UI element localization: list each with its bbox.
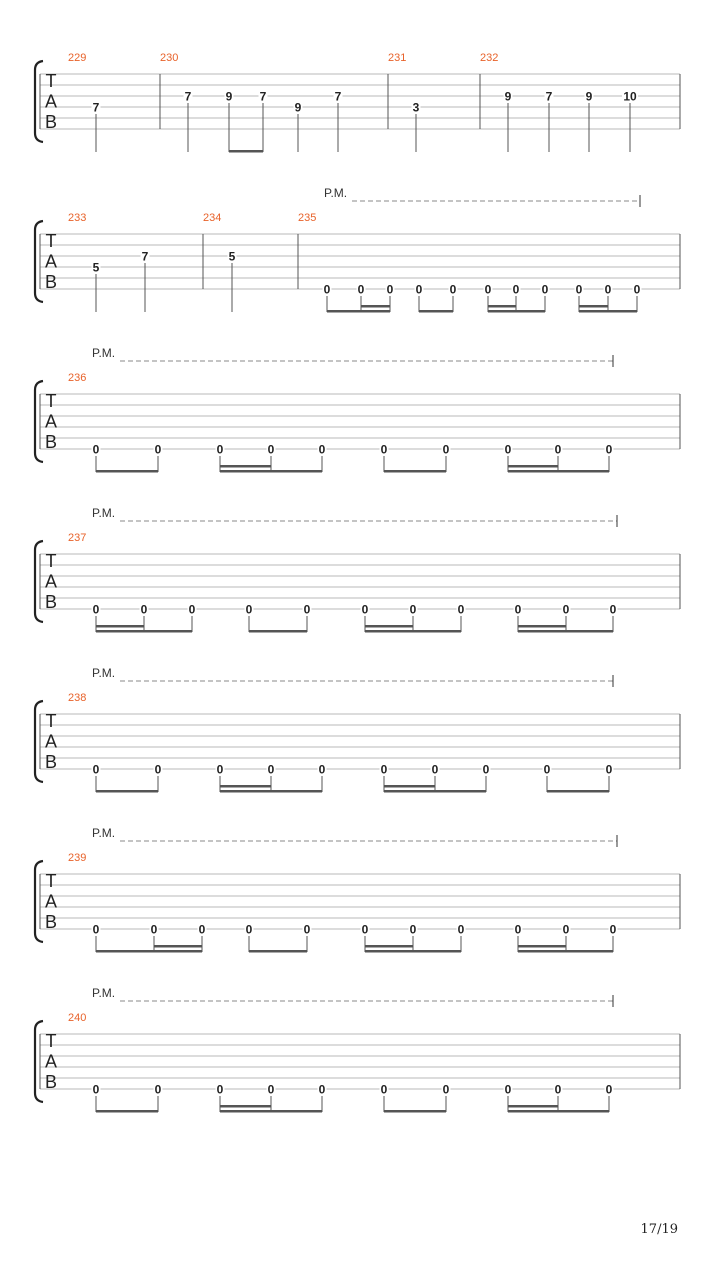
system-bracket [35, 541, 43, 622]
fret-number: 0 [267, 442, 275, 457]
fret-number: 0 [318, 442, 326, 457]
beam-secondary [518, 945, 566, 948]
tab-clef-letter: A [44, 251, 58, 272]
fret-number: 0 [361, 602, 369, 617]
tab-clef-letter: T [45, 1031, 57, 1051]
fret-number: 7 [92, 100, 100, 115]
fret-number: 0 [562, 602, 570, 617]
fret-number: 0 [605, 1082, 613, 1097]
fret-number: 0 [380, 442, 388, 457]
fret-number: 0 [92, 602, 100, 617]
measure-number: 235 [298, 212, 317, 224]
fret-number: 3 [412, 100, 420, 115]
fret-number: 0 [514, 922, 522, 937]
fret-number: 0 [484, 282, 492, 297]
measure-number: 239 [68, 852, 87, 864]
fret-number: 0 [216, 762, 224, 777]
fret-number: 9 [294, 100, 302, 115]
fret-number: 0 [482, 762, 490, 777]
tab-clef-letter: T [45, 231, 57, 251]
fret-number: 0 [140, 602, 148, 617]
fret-number: 0 [504, 442, 512, 457]
beam-primary [579, 310, 637, 313]
measure-number: 233 [68, 212, 87, 224]
tab-system [35, 666, 680, 793]
fret-number: 0 [303, 922, 311, 937]
tab-clef-letter: A [44, 571, 58, 592]
beam-primary [96, 790, 158, 793]
fret-number: 9 [504, 89, 512, 104]
fret-number: 0 [150, 922, 158, 937]
fret-number: 0 [442, 1082, 450, 1097]
tab-system [35, 826, 680, 953]
fret-number: 0 [543, 762, 551, 777]
fret-number: 0 [604, 282, 612, 297]
fret-number: 0 [361, 922, 369, 937]
fret-number: 0 [92, 922, 100, 937]
fret-number: 7 [545, 89, 553, 104]
fret-number: 0 [575, 282, 583, 297]
tab-clef-letter: T [45, 871, 57, 891]
fret-number: 0 [457, 922, 465, 937]
measure-number: 234 [203, 212, 222, 224]
fret-number: 0 [605, 442, 613, 457]
fret-number: 0 [554, 1082, 562, 1097]
fret-number: 0 [216, 442, 224, 457]
fret-number: 0 [431, 762, 439, 777]
beam-primary [220, 790, 322, 793]
beam-primary [365, 950, 461, 953]
fret-number: 9 [225, 89, 233, 104]
palm-mute-label: P.M. [92, 986, 116, 1000]
tab-system [35, 52, 680, 153]
beam-primary [249, 950, 307, 953]
tab-clef-letter: T [45, 71, 57, 91]
fret-number: 0 [409, 602, 417, 617]
tab-clef-letter: A [44, 731, 58, 752]
fret-number: 0 [245, 922, 253, 937]
beam-secondary [579, 305, 608, 308]
system-bracket [35, 381, 43, 462]
fret-number: 0 [442, 442, 450, 457]
fret-number: 7 [141, 249, 149, 264]
fret-number: 0 [303, 602, 311, 617]
beam-primary [508, 1110, 609, 1113]
beam-secondary [508, 465, 558, 468]
fret-number: 0 [380, 762, 388, 777]
beam-secondary [384, 785, 435, 788]
beam-primary [96, 630, 192, 633]
beam-secondary [220, 465, 271, 468]
fret-number: 0 [457, 602, 465, 617]
beam-primary [508, 470, 609, 473]
measure-number: 237 [68, 532, 87, 544]
tab-clef-letter: A [44, 1051, 58, 1072]
fret-number: 0 [198, 922, 206, 937]
fret-number: 0 [92, 1082, 100, 1097]
beam-primary [229, 150, 263, 153]
beam-primary [518, 630, 613, 633]
tab-clef-letter: B [44, 272, 58, 292]
beam-primary [327, 310, 390, 313]
measure-number: 236 [68, 372, 87, 384]
tab-system [35, 346, 680, 473]
measure-number: 238 [68, 692, 87, 704]
fret-number: 0 [267, 1082, 275, 1097]
fret-number: 0 [633, 282, 641, 297]
beam-secondary [518, 625, 566, 628]
tab-clef-letter: T [45, 551, 57, 571]
beam-primary [220, 470, 322, 473]
tab-clef-letter: A [44, 91, 58, 112]
fret-number: 0 [357, 282, 365, 297]
palm-mute-label: P.M. [92, 346, 116, 360]
system-bracket [35, 701, 43, 782]
palm-mute-label: P.M. [324, 186, 348, 200]
fret-number: 0 [154, 1082, 162, 1097]
tab-clef-letter: A [44, 891, 58, 912]
fret-number: 0 [386, 282, 394, 297]
tab-system [35, 506, 680, 633]
fret-number: 5 [92, 260, 100, 275]
fret-number: 0 [318, 762, 326, 777]
fret-number: 0 [562, 922, 570, 937]
beam-primary [365, 630, 461, 633]
fret-number: 0 [92, 442, 100, 457]
beam-primary [96, 470, 158, 473]
fret-number: 0 [605, 762, 613, 777]
measure-number: 229 [68, 52, 87, 64]
tab-clef-letter: B [44, 1072, 58, 1092]
fret-number: 0 [245, 602, 253, 617]
beam-primary [96, 1110, 158, 1113]
fret-number: 0 [554, 442, 562, 457]
system-bracket [35, 861, 43, 942]
fret-number: 0 [449, 282, 457, 297]
measure-number: 240 [68, 1012, 87, 1024]
fret-number: 0 [512, 282, 520, 297]
beam-primary [384, 790, 486, 793]
beam-primary [518, 950, 613, 953]
tab-clef-letter: B [44, 432, 58, 452]
beam-primary [384, 1110, 446, 1113]
beam-secondary [365, 625, 413, 628]
beam-primary [488, 310, 545, 313]
tab-clef-letter: T [45, 391, 57, 411]
fret-number: 9 [585, 89, 593, 104]
fret-number: 0 [541, 282, 549, 297]
tab-clef-letter: B [44, 592, 58, 612]
fret-number: 0 [154, 442, 162, 457]
beam-secondary [96, 625, 144, 628]
beam-secondary [154, 945, 202, 948]
fret-number: 0 [409, 922, 417, 937]
system-bracket [35, 221, 43, 302]
fret-number: 7 [334, 89, 342, 104]
palm-mute-label: P.M. [92, 826, 116, 840]
fret-number: 0 [318, 1082, 326, 1097]
beam-primary [419, 310, 453, 313]
palm-mute-label: P.M. [92, 506, 116, 520]
tab-clef-letter: B [44, 752, 58, 772]
beam-primary [547, 790, 609, 793]
tab-clef-letter: B [44, 112, 58, 132]
fret-number: 0 [609, 602, 617, 617]
beam-secondary [220, 785, 271, 788]
system-bracket [35, 1021, 43, 1102]
fret-number: 0 [188, 602, 196, 617]
beam-primary [384, 470, 446, 473]
fret-number: 10 [623, 89, 637, 104]
fret-number: 7 [259, 89, 267, 104]
tab-system [35, 986, 680, 1113]
fret-number: 0 [216, 1082, 224, 1097]
beam-secondary [220, 1105, 271, 1108]
fret-number: 0 [323, 282, 331, 297]
measure-number: 230 [160, 52, 179, 64]
fret-number: 0 [504, 1082, 512, 1097]
fret-number: 0 [92, 762, 100, 777]
beam-secondary [488, 305, 516, 308]
fret-number: 0 [380, 1082, 388, 1097]
beam-secondary [508, 1105, 558, 1108]
fret-number: 0 [154, 762, 162, 777]
palm-mute-label: P.M. [92, 666, 116, 680]
fret-number: 0 [415, 282, 423, 297]
beam-primary [249, 630, 307, 633]
fret-number: 0 [514, 602, 522, 617]
tab-system [35, 186, 680, 313]
beam-primary [96, 950, 202, 953]
tab-clef-letter: B [44, 912, 58, 932]
beam-primary [220, 1110, 322, 1113]
measure-number: 232 [480, 52, 499, 64]
fret-number: 0 [609, 922, 617, 937]
fret-number: 0 [267, 762, 275, 777]
beam-secondary [361, 305, 390, 308]
measure-number: 231 [388, 52, 407, 64]
tab-clef-letter: A [44, 411, 58, 432]
fret-number: 7 [184, 89, 192, 104]
fret-number: 5 [228, 249, 236, 264]
page-number: 17/19 [640, 1222, 678, 1237]
tab-clef-letter: T [45, 711, 57, 731]
system-bracket [35, 61, 43, 142]
beam-secondary [365, 945, 413, 948]
